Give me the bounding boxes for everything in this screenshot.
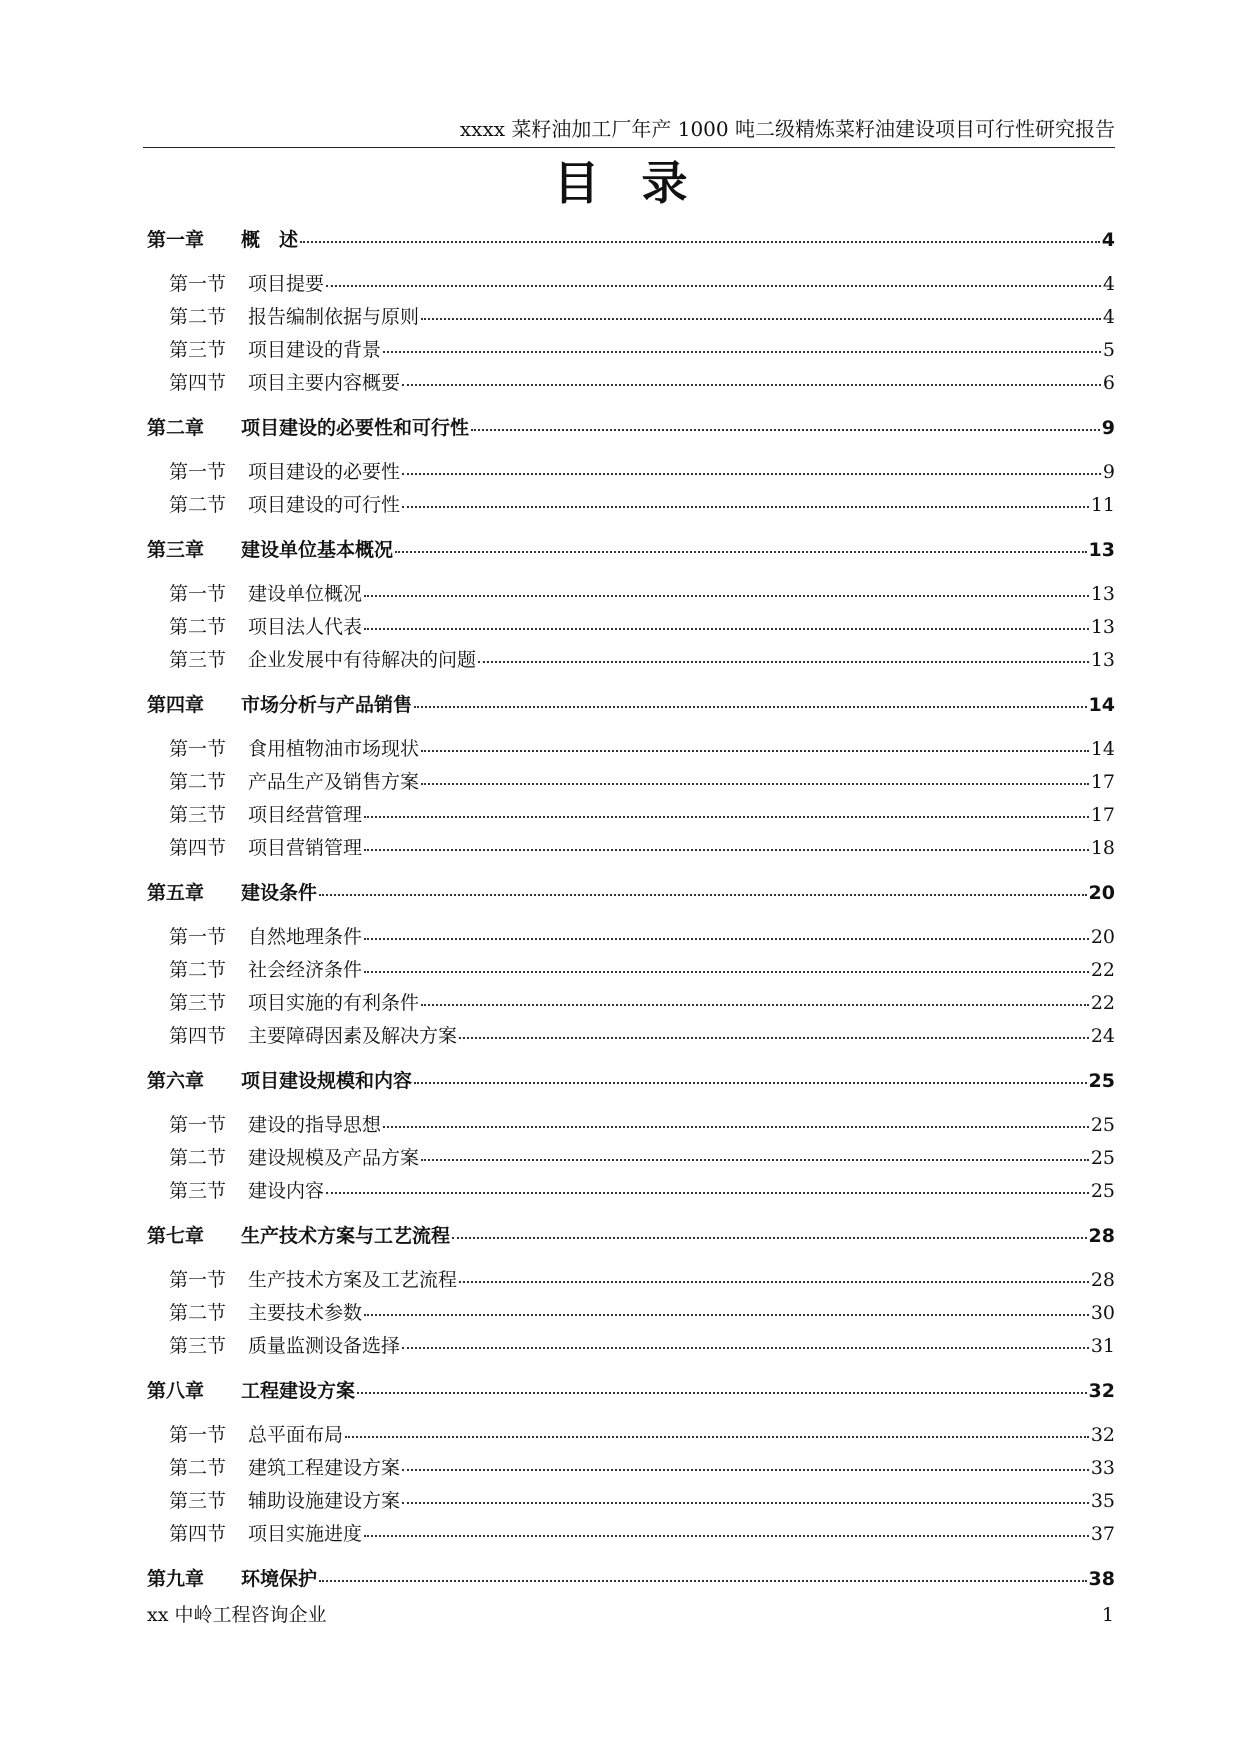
section-number: 第三节: [169, 649, 227, 671]
header-divider: [143, 147, 1115, 148]
dot-leader: [319, 1580, 1087, 1582]
section-number: 第四节: [169, 372, 227, 394]
section-page-number: 14: [1090, 738, 1115, 760]
section-number: 第二节: [169, 1457, 227, 1479]
chapter-page-number: 13: [1088, 539, 1115, 561]
section-number: 第二节: [169, 771, 227, 793]
section-title: 总平面布局: [248, 1424, 344, 1446]
dot-leader: [414, 1082, 1087, 1084]
toc-chapter-entry[interactable]: [147, 1065, 1115, 1097]
section-page-number: 4: [1102, 306, 1115, 328]
toc-section-entry[interactable]: [147, 268, 1115, 301]
section-number: 第一节: [169, 738, 227, 760]
toc-section-entry[interactable]: [147, 301, 1115, 334]
section-number: 第二节: [169, 1302, 227, 1324]
section-title: 建设规模及产品方案: [248, 1147, 420, 1169]
dot-leader: [364, 816, 1089, 818]
section-page-number: 22: [1090, 992, 1115, 1014]
section-page-number: 11: [1090, 494, 1115, 516]
toc-chapter-entry[interactable]: [147, 689, 1115, 721]
section-page-number: 25: [1090, 1180, 1115, 1202]
section-title: 食用植物油市场现状: [248, 738, 420, 760]
section-title: 辅助设施建设方案: [248, 1490, 401, 1512]
section-title: 建设的指导思想: [248, 1114, 382, 1136]
footer-company: xx 中岭工程咨询企业: [147, 1604, 327, 1626]
section-page-number: 17: [1090, 771, 1115, 793]
toc-section-entry[interactable]: [147, 1175, 1115, 1208]
toc-chapter-entry[interactable]: [147, 877, 1115, 909]
chapter-title: 建设条件: [241, 882, 318, 904]
section-title: 项目主要内容概要: [248, 372, 401, 394]
toc-section-entry[interactable]: [147, 921, 1115, 954]
toc-section-entry[interactable]: [147, 954, 1115, 987]
section-title: 产品生产及销售方案: [248, 771, 420, 793]
section-page-number: 33: [1090, 1457, 1115, 1479]
toc-section-entry[interactable]: [147, 799, 1115, 832]
dot-leader: [402, 1469, 1089, 1471]
dot-leader: [364, 849, 1089, 851]
toc-section-entry[interactable]: [147, 1452, 1115, 1485]
section-title: 社会经济条件: [248, 959, 363, 981]
dot-leader: [459, 1281, 1089, 1283]
toc-chapter-entry[interactable]: [147, 224, 1115, 256]
chapter-number: 第八章: [147, 1380, 205, 1402]
section-number: 第二节: [169, 494, 227, 516]
dot-leader: [421, 1004, 1089, 1006]
section-page-number: 18: [1090, 837, 1115, 859]
section-page-number: 24: [1090, 1025, 1115, 1047]
section-page-number: 22: [1090, 959, 1115, 981]
section-title: 自然地理条件: [248, 926, 363, 948]
section-page-number: 25: [1090, 1114, 1115, 1136]
section-title: 企业发展中有待解决的问题: [248, 649, 477, 671]
section-number: 第四节: [169, 1523, 227, 1545]
dot-leader: [421, 750, 1089, 752]
section-page-number: 13: [1090, 583, 1115, 605]
section-page-number: 4: [1102, 273, 1115, 295]
toc-chapter-entry[interactable]: [147, 412, 1115, 444]
section-title: 项目经营管理: [248, 804, 363, 826]
section-page-number: 6: [1102, 372, 1115, 394]
toc-section-entry[interactable]: [147, 1297, 1115, 1330]
toc-section-entry[interactable]: [147, 1020, 1115, 1053]
section-number: 第二节: [169, 616, 227, 638]
chapter-page-number: 25: [1088, 1070, 1115, 1092]
chapter-number: 第五章: [147, 882, 205, 904]
toc-section-entry[interactable]: [147, 832, 1115, 865]
toc-section-entry[interactable]: [147, 987, 1115, 1020]
chapter-number: 第六章: [147, 1070, 205, 1092]
section-title: 项目实施的有利条件: [248, 992, 420, 1014]
section-number: 第二节: [169, 1147, 227, 1169]
toc-section-entry[interactable]: [147, 489, 1115, 522]
section-page-number: 13: [1090, 649, 1115, 671]
chapter-number: 第二章: [147, 417, 205, 439]
section-number: 第四节: [169, 837, 227, 859]
chapter-number: 第七章: [147, 1225, 205, 1247]
section-title: 项目建设的必要性: [248, 461, 401, 483]
section-page-number: 5: [1102, 339, 1115, 361]
section-title: 项目营销管理: [248, 837, 363, 859]
section-number: 第一节: [169, 1269, 227, 1291]
dot-leader: [402, 1347, 1089, 1349]
dot-leader: [402, 506, 1089, 508]
chapter-title: 工程建设方案: [241, 1380, 356, 1402]
chapter-title: 项目建设的必要性和可行性: [241, 417, 470, 439]
section-page-number: 31: [1090, 1335, 1115, 1357]
dot-leader: [395, 551, 1087, 553]
section-page-number: 9: [1102, 461, 1115, 483]
section-title: 项目建设的背景: [248, 339, 382, 361]
dot-leader: [364, 595, 1089, 597]
dot-leader: [364, 628, 1089, 630]
section-title: 报告编制依据与原则: [248, 306, 420, 328]
section-page-number: 30: [1090, 1302, 1115, 1324]
chapter-title: 项目建设规模和内容: [241, 1070, 413, 1092]
chapter-page-number: 32: [1088, 1380, 1115, 1402]
toc-section-entry[interactable]: [147, 367, 1115, 400]
section-page-number: 32: [1090, 1424, 1115, 1446]
toc-section-entry[interactable]: [147, 733, 1115, 766]
dot-leader: [452, 1237, 1087, 1239]
chapter-number: 第九章: [147, 1568, 205, 1590]
toc-section-entry[interactable]: [147, 1485, 1115, 1518]
toc-section-entry[interactable]: [147, 611, 1115, 644]
section-title: 项目建设的可行性: [248, 494, 401, 516]
chapter-page-number: 4: [1101, 229, 1115, 251]
section-title: 生产技术方案及工艺流程: [248, 1269, 458, 1291]
dot-leader: [364, 938, 1089, 940]
dot-leader: [364, 971, 1089, 973]
section-number: 第二节: [169, 959, 227, 981]
section-page-number: 37: [1090, 1523, 1115, 1545]
dot-leader: [471, 429, 1100, 431]
section-page-number: 20: [1090, 926, 1115, 948]
chapter-page-number: 20: [1088, 882, 1115, 904]
dot-leader: [459, 1037, 1089, 1039]
section-page-number: 25: [1090, 1147, 1115, 1169]
section-number: 第一节: [169, 926, 227, 948]
chapter-number: 第三章: [147, 539, 205, 561]
footer-page-number: 1: [1101, 1604, 1114, 1626]
chapter-title: 生产技术方案与工艺流程: [241, 1225, 451, 1247]
dot-leader: [319, 894, 1087, 896]
dot-leader: [402, 473, 1101, 475]
toc-chapter-entry[interactable]: [147, 1375, 1115, 1407]
section-number: 第一节: [169, 1424, 227, 1446]
dot-leader: [326, 1192, 1089, 1194]
toc-section-entry[interactable]: [147, 1330, 1115, 1363]
toc-section-entry[interactable]: [147, 1142, 1115, 1175]
dot-leader: [364, 1535, 1089, 1537]
toc-chapter-entry[interactable]: [147, 1220, 1115, 1252]
dot-leader: [383, 351, 1101, 353]
dot-leader: [414, 706, 1087, 708]
section-number: 第三节: [169, 1180, 227, 1202]
section-number: 第一节: [169, 583, 227, 605]
dot-leader: [421, 783, 1089, 785]
section-title: 项目提要: [248, 273, 325, 295]
toc-section-entry[interactable]: [147, 1264, 1115, 1297]
section-title: 项目法人代表: [248, 616, 363, 638]
chapter-number: 第一章: [147, 229, 205, 251]
section-title: 主要障碍因素及解决方案: [248, 1025, 458, 1047]
section-number: 第二节: [169, 306, 227, 328]
chapter-page-number: 38: [1088, 1568, 1115, 1590]
section-number: 第三节: [169, 1335, 227, 1357]
section-title: 项目实施进度: [248, 1523, 363, 1545]
table-of-contents: [147, 224, 1115, 1595]
dot-leader: [402, 1502, 1089, 1504]
section-page-number: 17: [1090, 804, 1115, 826]
chapter-page-number: 9: [1101, 417, 1115, 439]
section-page-number: 28: [1090, 1269, 1115, 1291]
section-number: 第一节: [169, 1114, 227, 1136]
section-title: 建设单位概况: [248, 583, 363, 605]
section-number: 第三节: [169, 339, 227, 361]
dot-leader: [383, 1126, 1089, 1128]
toc-section-entry[interactable]: [147, 1419, 1115, 1452]
toc-section-entry[interactable]: [147, 334, 1115, 367]
section-number: 第四节: [169, 1025, 227, 1047]
dot-leader: [300, 241, 1100, 243]
section-number: 第一节: [169, 461, 227, 483]
dot-leader: [478, 661, 1089, 663]
toc-chapter-entry[interactable]: [147, 1563, 1115, 1595]
chapter-page-number: 28: [1088, 1225, 1115, 1247]
toc-section-entry[interactable]: [147, 644, 1115, 677]
chapter-title: 环境保护: [241, 1568, 318, 1590]
dot-leader: [364, 1314, 1089, 1316]
toc-section-entry[interactable]: [147, 578, 1115, 611]
toc-section-entry[interactable]: [147, 1518, 1115, 1551]
section-number: 第三节: [169, 992, 227, 1014]
chapter-number: 第四章: [147, 694, 205, 716]
chapter-title: 概 述: [241, 229, 299, 251]
section-title: 建设内容: [248, 1180, 325, 1202]
section-number: 第三节: [169, 804, 227, 826]
toc-chapter-entry[interactable]: [147, 534, 1115, 566]
dot-leader: [402, 384, 1101, 386]
section-title: 主要技术参数: [248, 1302, 363, 1324]
dot-leader: [326, 285, 1101, 287]
section-title: 建筑工程建设方案: [248, 1457, 401, 1479]
toc-section-entry[interactable]: [147, 456, 1115, 489]
dot-leader: [421, 318, 1101, 320]
section-page-number: 35: [1090, 1490, 1115, 1512]
section-page-number: 13: [1090, 616, 1115, 638]
chapter-title: 市场分析与产品销售: [241, 694, 413, 716]
section-number: 第三节: [169, 1490, 227, 1512]
running-header: xxxx 菜籽油加工厂年产 1000 吨二级精炼菜籽油建设项目可行性研究报告: [459, 117, 1115, 141]
dot-leader: [345, 1436, 1089, 1438]
section-number: 第一节: [169, 273, 227, 295]
dot-leader: [357, 1392, 1087, 1394]
dot-leader: [421, 1159, 1089, 1161]
toc-section-entry[interactable]: [147, 766, 1115, 799]
section-title: 质量监测设备选择: [248, 1335, 401, 1357]
toc-section-entry[interactable]: [147, 1109, 1115, 1142]
page-title: 目录: [553, 156, 730, 210]
chapter-title: 建设单位基本概况: [241, 539, 394, 561]
chapter-page-number: 14: [1088, 694, 1115, 716]
